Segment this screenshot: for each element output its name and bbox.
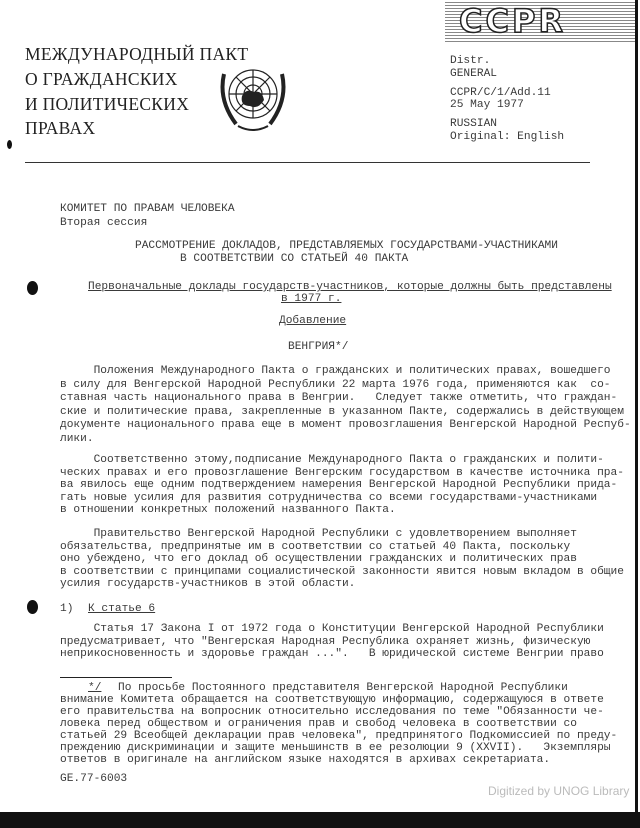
country: ВЕНГРИЯ*/	[288, 341, 349, 353]
title-line: О ГРАЖДАНСКИХ	[25, 69, 178, 89]
text-line: усилия государств-участников в этой области.	[60, 578, 356, 591]
document-date: 25 May 1977	[450, 99, 524, 111]
section-number: 1)	[60, 603, 74, 615]
text-line: ловека перед обществом и ограничения прав и свобод человека в соответствии со	[60, 718, 577, 730]
text-line: ские и политические права, закрепленные в указанном Пакте, содержались в действующем	[60, 405, 624, 418]
text-line: Положения Международного Пакта о гражданских и политических правах, вошедшего	[60, 365, 611, 377]
job-number: GE.77-6003	[60, 773, 128, 785]
digitized-watermark: Digitized by UNOG Library	[488, 784, 630, 798]
header-divider	[25, 162, 590, 163]
session: Вторая сессия	[60, 217, 148, 229]
footnote-mark: */	[88, 682, 102, 694]
report-subtitle: в 1977 г.	[281, 293, 342, 305]
report-subtitle: Первоначальные доклады государств-участников, которые должны быть представлены	[88, 281, 612, 293]
footnote-divider	[60, 677, 172, 678]
title-line: ПРАВАХ	[25, 118, 96, 138]
title-line: И ПОЛИТИЧЕСКИХ	[25, 94, 190, 114]
text-line: ответов в оригинале на английском языке находятся в архивах секретариата.	[60, 754, 551, 766]
distribution: GENERAL	[450, 68, 497, 80]
text-line: Правительство Венгерской Народной Республики с удовлетворением выполняет	[60, 528, 577, 540]
text-line: его правительства на вопросник относительно исследования по теме "Обязанности че-	[60, 706, 604, 718]
agenda-title: В СООТВЕТСТВИИ СО СТАТЬЕЙ 40 ПАКТА	[180, 253, 409, 265]
committee-name: КОМИТЕТ ПО ПРАВАМ ЧЕЛОВЕКА	[60, 203, 235, 215]
text-line: неприкосновенность и здоровье граждан ...". В юридической системе Венгрии право	[60, 648, 604, 661]
scan-mark	[7, 140, 12, 149]
language: RUSSIAN	[450, 118, 497, 130]
text-line: документе национального права еще в момент провозглашения Венгерской Народной Респуб-	[60, 419, 631, 432]
text-line: Статья 17 Закона I от 1972 года о Конституции Венгерской Народной Республики	[60, 623, 604, 635]
text-line: ческих правах и его провозглашение Венгерским государством в качестве источника пра-	[60, 466, 624, 479]
text-line: По просьбе Постоянного представителя Венгерской Народной Республики	[118, 682, 568, 694]
title-line: МЕЖДУНАРОДНЫЙ ПАКТ	[25, 44, 249, 64]
text-line: предусматривает, что "Венгерская Народная Республика охраняет жизнь, физическую	[60, 635, 591, 648]
agenda-title: РАССМОТРЕНИЕ ДОКЛАДОВ, ПРЕДСТАВЛЯЕМЫХ ГОСУДАРСТВАМИ-УЧАСТНИКАМИ	[135, 240, 558, 252]
text-line: в отношении конкретных положений названного Пакта.	[60, 504, 396, 517]
scan-bottom-bar	[0, 812, 640, 828]
text-line: Соответственно этому,подписание Международного Пакта о гражданских и полити-	[60, 454, 604, 466]
document-symbol: CCPR/C/1/Add.11	[450, 87, 551, 99]
text-line: в силу для Венгерской Народной Республики 22 марта 1976 года, применяются как со-	[60, 378, 611, 391]
original-language: Original: English	[450, 131, 565, 143]
un-emblem-icon	[216, 60, 290, 136]
punch-hole	[27, 600, 38, 614]
distr-label: Distr.	[450, 55, 491, 67]
text-line: внимание Комитета обращается на соответствующую информацию, содержащуюся в ответе	[60, 694, 604, 706]
ccpr-logo: CCPR	[445, 0, 635, 42]
punch-hole	[27, 281, 38, 295]
text-line: в соответствии с принципами социалистической законности явится новым вкладом в общие	[60, 565, 624, 578]
text-line: обязательства, предпринятые им в соответствии со статьей 40 Пакта, поскольку	[60, 540, 571, 553]
text-line: ва явилось еще одним подтверждением намерения Венгерской Народной Республики прида-	[60, 479, 618, 492]
addendum-label: Добавление	[279, 315, 347, 327]
text-line: гать новые усилия для развития сотрудничества со всеми государствами-участниками	[60, 491, 598, 504]
text-line: оно убеждено, что его доклад об осуществлении гражданских и политических прав	[60, 553, 577, 566]
text-line: ставная часть национального права в Венгрии. Следует также отметить, что граждан-	[60, 392, 618, 405]
section-title: К статье 6	[88, 603, 156, 615]
text-line: преждению дискриминации и защите меньшинств в ее резолюции 9 (XXVII). Экземпляры	[60, 742, 611, 754]
page-edge	[635, 0, 638, 812]
text-line: лики.	[60, 433, 94, 445]
text-line: статьей 29 Всеобщей декларации прав человека", предпринятого Подкомиссией по преду-	[60, 730, 618, 742]
